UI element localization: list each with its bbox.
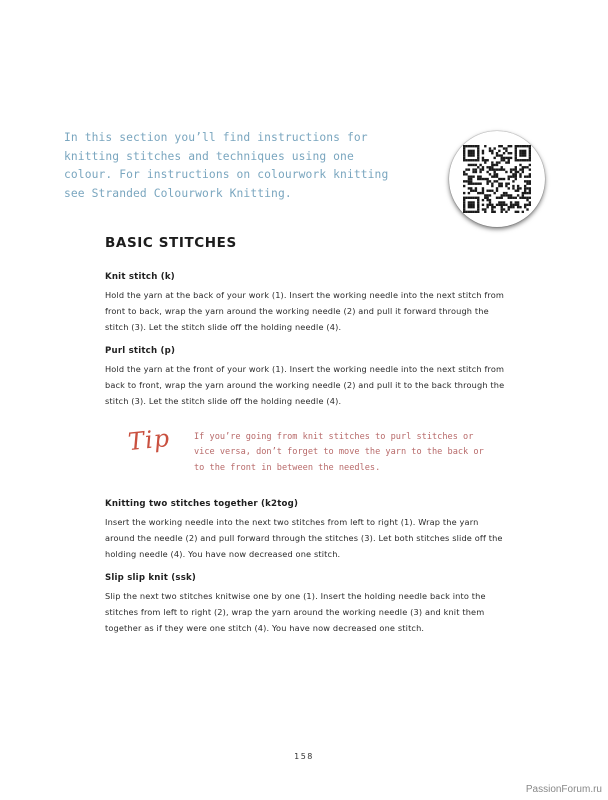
qr-code[interactable] [449,131,545,227]
section-purl-stitch [105,344,505,409]
section-title: Knitting two stitches together (k2tog) [105,499,299,509]
section-body: Hold the yarn at the back of your work (1). Insert the working needle into the next stitch from front to back, wrap the yarn around the working needle (2) and pull it forward through the stitch (3). Let the stitch slide off the holding needle (4). [105,290,505,332]
watermark: PassionForum.ru [525,784,602,795]
section-title: Purl stitch (p) [105,346,176,356]
section-knit-stitch [105,270,505,335]
section-title: Slip slip knit (ssk) [105,573,197,583]
section-ssk [105,571,505,636]
section-heading: BASIC STITCHES [105,235,237,251]
section-k2tog [105,497,505,562]
section-body: Insert the working needle into the next two stitches from left to right (1). Wrap the yarn around the needle (2) and pull forward through the stitches (3). Let both stitches slide off the holding needle (4). You have now decreased one stitch. [105,517,503,559]
tip-text: If you’re going from knit stitches to purl stitches or vice versa, don’t forget to move the yarn to the back or to the front in between the needles. [194,432,484,473]
page-number: 158 [294,752,314,761]
qr-code-icon [463,145,531,213]
intro-text: In this section you’ll find instructions for knitting stitches and techniques using one colour. For instructions on colourwork knitting see Stranded Colourwork Knitting. [64,131,389,200]
section-body: Hold the yarn at the front of your work (1). Insert the working needle into the next stitch from back to front, wrap the yarn around the working needle (2) and pull it to the back through the stitch (3). Let the stitch slide off the holding needle (4). [105,364,505,406]
tip-label: Tip [126,423,172,457]
section-title: Knit stitch (k) [105,272,175,282]
section-body: Slip the next two stitches knitwise one by one (1). Insert the holding needle back into the stitches from left to right (2), wrap the yarn around the working needle (3) and knit them together as if they were one stitch (4). You have now decreased one stitch. [105,591,486,633]
